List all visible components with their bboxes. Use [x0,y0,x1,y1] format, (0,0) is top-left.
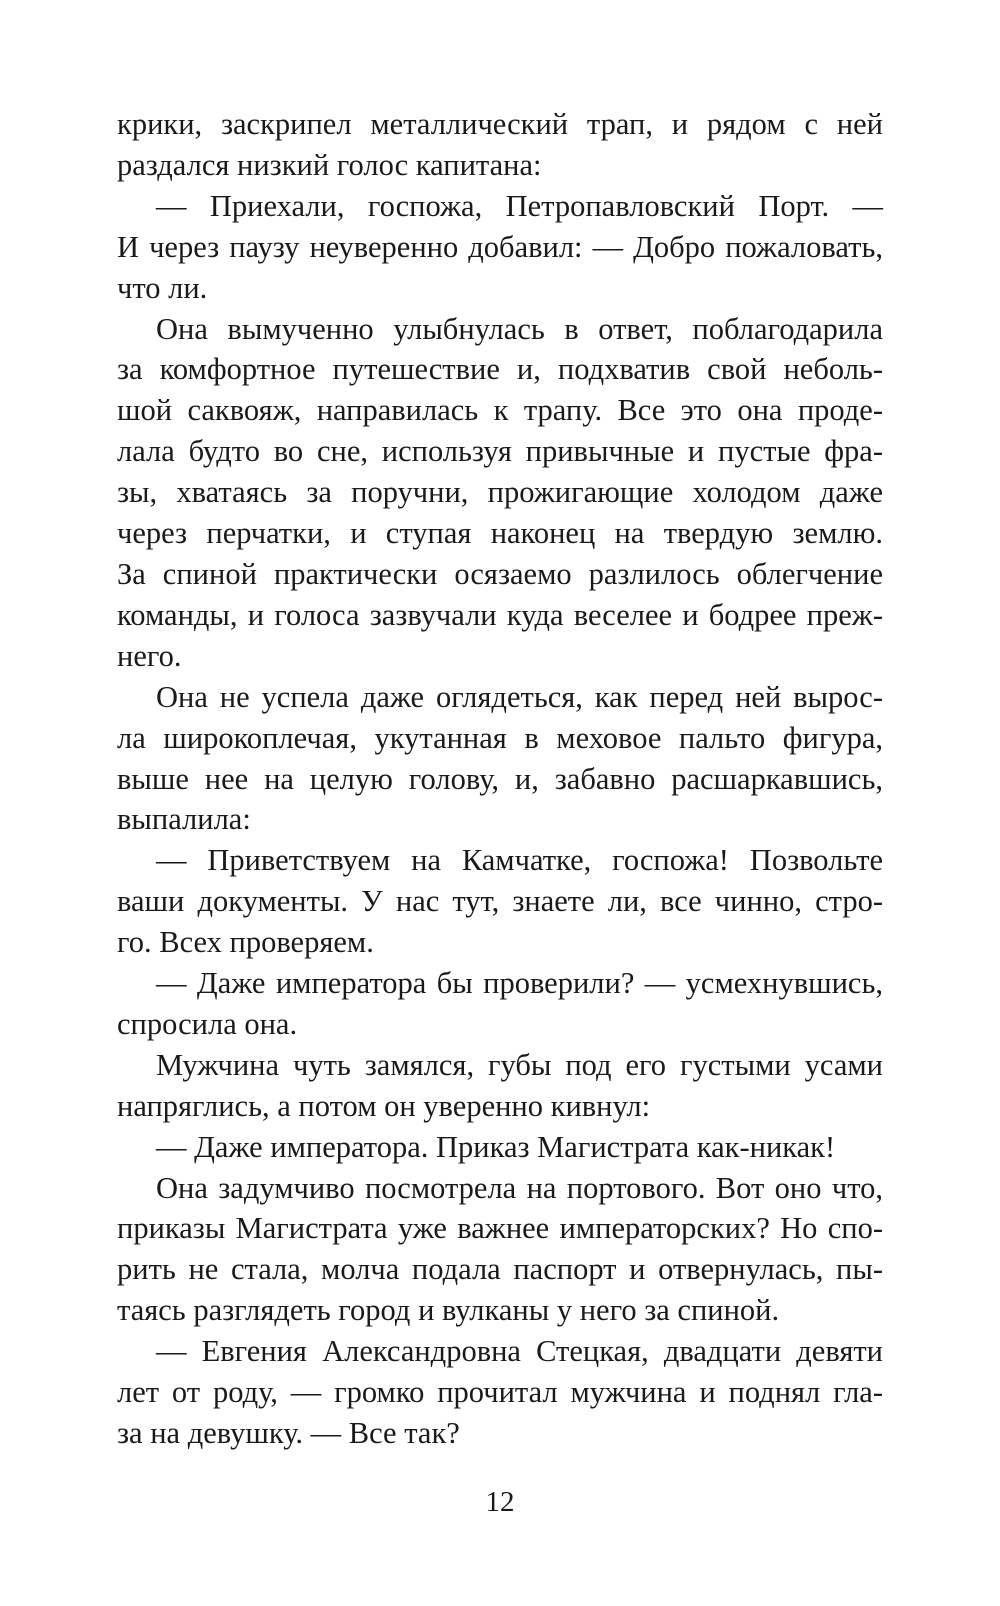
text-line: Она задумчиво посмотрела на портового. Вот оно что, [156,1170,883,1205]
text-line: спросила она. [117,1006,298,1041]
text-line: приказы Магистрата уже важнее императорских? Но спо- [117,1211,883,1246]
text-line: ваши документы. У нас тут, знаете ли, все чинно, стро- [117,884,883,919]
text-line: ла широкоплечая, укутанная в меховое пальто фигура, [117,720,883,755]
text-line: лала будто во сне, используя привычные и пустые фра- [117,434,883,469]
text-line: команды, и голоса зазвучали куда веселее и бодрее преж- [117,597,883,632]
page-number: 12 [485,1486,515,1518]
body-text [117,104,883,1454]
text-line: раздался низкий голос капитана: [117,147,542,182]
text-line: — Приветствуем на Камчатке, госпожа! Позвольте [156,843,883,878]
text-line: — Приехали, госпожа, Петропавловский Порт. — [156,188,883,223]
text-line: Она не успела даже оглядеться, как перед ней вырос- [156,679,883,714]
text-line: за на девушку. — Все так? [117,1416,460,1450]
text-line: Она вымученно улыбнулась в ответ, поблагодарила [156,311,883,346]
text-line: через перчатки, и ступая наконец на твердую землю. [117,516,883,551]
text-line: крики, заскрипел металлический трап, и рядом с ней [117,107,883,141]
text-line: таясь разглядеть город и вулканы у него за спиной. [117,1293,780,1328]
text-line: за комфортное путешествие и, подхватив свой неболь- [117,352,883,387]
text-line: напряглись, а потом он уверенно кивнул: [117,1088,651,1123]
text-line: рить не стала, молча подала паспорт и отвернулась, пы- [117,1252,883,1287]
text-line: Мужчина чуть замялся, губы под его густыми усами [156,1047,883,1082]
text-line: За спиной практически осязаемо разлилось облегчение [117,556,883,591]
text-line: выше нее на целую голову, и, забавно расшаркавшись, [117,761,883,796]
text-line: И через паузу неуверенно добавил: — Добро пожаловать, [117,229,883,264]
text-line: — Евгения Александровна Стецкая, двадцати девяти [156,1334,883,1369]
text-line: — Даже императора. Приказ Магистрата как-никак! [156,1129,836,1164]
text-line: что ли. [117,270,208,305]
text-line: го. Всех проверяем. [117,925,374,960]
text-line: шой саквояж, направилась к трапу. Все это она проде- [117,393,883,428]
text-line: лет от роду, — громко прочитал мужчина и поднял гла- [117,1375,883,1410]
text-line: зы, хватаясь за поручни, прожигающие холодом даже [117,475,883,510]
text-line: него. [117,638,182,673]
text-line: выпалила: [117,802,251,837]
text-line: — Даже императора бы проверили? — усмехнувшись, [156,966,883,1001]
